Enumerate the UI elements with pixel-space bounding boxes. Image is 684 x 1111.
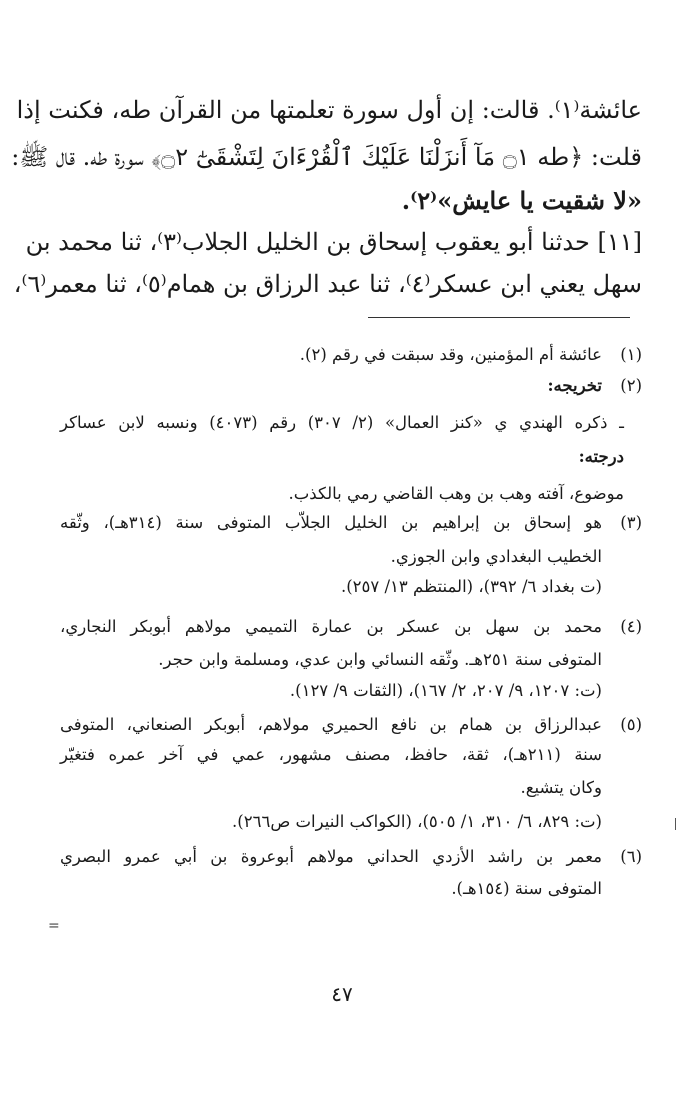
footnote-text: عبدالرزاق بن همام بن نافع الحميري مولاهم، أبوبكر الصنعاني، المتوفى [60, 715, 602, 734]
footnote-text: تخريجه: [547, 376, 602, 395]
footnote-number: (٣) [620, 513, 642, 532]
footnote-text: المتوفى سنة ٢٥١هـ. وثّقه النسائي وابن عدي، ومسلمة وابن حجر. [158, 650, 602, 669]
footnote-text: (ت: ٨٢٩، ٦/ ٣١٠، ١/ ٥٠٥)، (الكواكب النيرات ص٢٦٦). [232, 812, 602, 831]
footnote-text: (ت: ١٢٠٧، ٩/ ٢٠٧، ٢/ ١٦٧)، (الثقات ٩/ ١٢٧). [289, 681, 602, 700]
main-text-line-3: «لا شقيت يا عايش»⁽٢⁾. [401, 186, 642, 215]
main-text-line-1: عائشة⁽١⁾. قالت: إن أول سورة تعلمتها من القرآن طه، فكنت إذا [16, 96, 642, 124]
footnote-text: ـ ذكره الهندي ي «كنز العمال» (٢/ ٣٠٧) رقم (٤٠٧٣) ونسبه لابن عساكر [60, 413, 625, 432]
footnote-text: وكان يتشيع. [520, 778, 602, 797]
footnote-text: درجته: [578, 447, 624, 466]
footnote-number: (٤) [620, 617, 642, 636]
footnote-separator [368, 317, 630, 318]
footnote-number: (١) [620, 345, 642, 364]
page-number: ٤٧ [331, 982, 353, 1006]
footnote-text: عائشة أم المؤمنين، وقد سبقت في رقم (٢). [299, 345, 602, 364]
margin-tick [675, 818, 676, 830]
footnote-text: محمد بن سهل بن عسكر بن عمارة التميمي مولاهم أبوبكر النجاري، [60, 617, 602, 636]
footnote-number: (٦) [620, 847, 642, 866]
footnote-text: سنة (٢١١هـ)، ثقة، حافظ، مصنف مشهور، عمي في آخر عمره فتغيّر [60, 745, 602, 764]
footnote-text: هو إسحاق بن إبراهيم بن الخليل الجلاّب المتوفى سنة (٣١٤هـ)، وثّقه [60, 513, 603, 532]
footnote-text: معمر بن راشد الأزدي الحداني مولاهم أبوعروة بن أبي عمرو البصري [60, 847, 602, 866]
main-text-line-2: قلت: ﴿طه ۝١ مَآ أَنزَلْنَا عَلَيْكَ ٱلْقُرْءَانَ لِتَشْقَىٰٓ ۝٢﴾ سورة طه. قال ﷺ: [11, 143, 642, 171]
footnote-text: الخطيب البغدادي وابن الجوزي. [390, 547, 602, 566]
footnote-text: المتوفى سنة (١٥٤هـ). [451, 879, 602, 898]
footnote-text: (ت بغداد ٦/ ٣٩٢)، (المنتظم ١٣/ ٢٥٧). [340, 577, 602, 596]
footnote-text: موضوع، آفته وهب بن وهب القاضي رمي بالكذب. [288, 484, 624, 503]
margin-mark: = [48, 918, 60, 934]
main-text-line-4: [١١] حدثنا أبو يعقوب إسحاق بن الخليل الجلاب⁽٣⁾، ثنا محمد بن [25, 228, 642, 256]
footnote-number: (٥) [620, 715, 642, 734]
footnote-number: (٢) [620, 376, 642, 395]
main-text-line-5: سهل يعني ابن عسكر⁽٤⁾، ثنا عبد الرزاق بن همام⁽٥⁾، ثنا معمر⁽٦⁾، [13, 270, 642, 298]
